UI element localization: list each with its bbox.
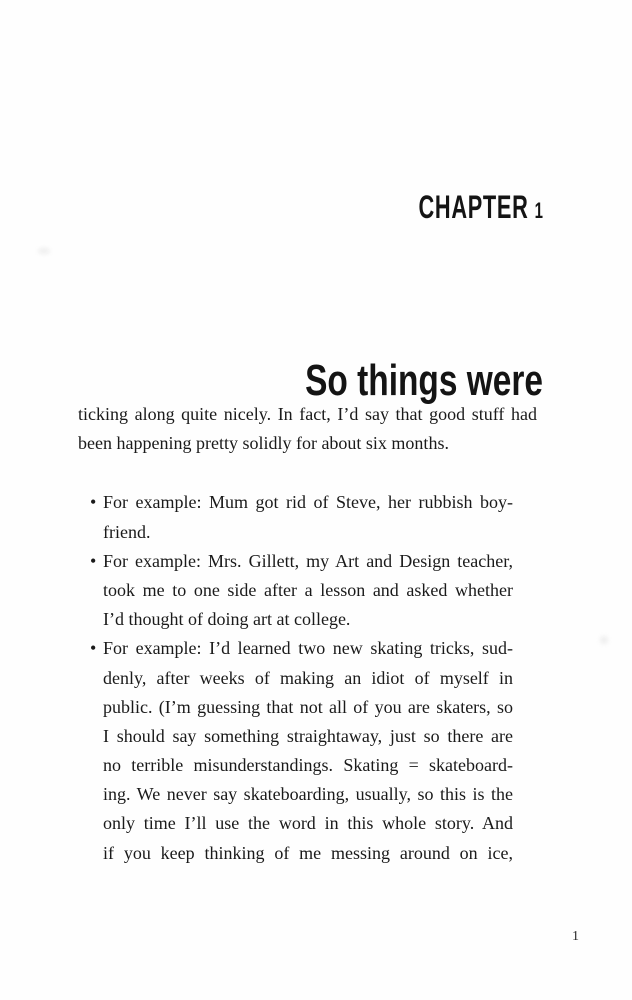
list-line [103,605,513,634]
list-line [103,722,513,751]
line-text: ticking along quite nicely. In fact, I’d say that good stuff had [78,404,537,424]
list-line [103,693,513,722]
scan-artifact [38,248,50,254]
line-text: if you keep thinking of me messing around on ice, [103,842,513,863]
list-line [103,576,513,605]
line-text: I should say something straightaway, just so there are [103,725,513,746]
chapter-number: 1 [534,198,543,223]
list-line [103,751,513,780]
scan-artifact [600,636,608,644]
line-text: ing. We never say skateboarding, usually, so this is the [103,784,513,805]
chapter-heading [419,191,543,227]
example-list [78,488,537,867]
opening-heading: So things were [305,356,543,405]
list-line [103,780,513,809]
list-line [103,839,513,868]
line-text: only time I’ll use the word in this whole story. And [103,813,513,834]
line-text: been happening pretty solidly for about six months. [78,433,449,454]
page-number: 1 [572,929,579,944]
line-text: For example: Mrs. Gillett, my Art and Design teacher, [103,550,513,571]
paragraph-line [78,400,537,429]
list-line [103,664,513,693]
line-text: took me to one side after a lesson and asked whether [103,579,513,600]
bullet-icon: • [90,550,97,571]
line-text: no terrible misunderstandings. Skating = skateboard- [103,755,513,776]
chapter-label: CHAPTER [418,189,529,225]
list-line [90,547,513,576]
paragraph [78,400,537,458]
body-text [78,400,537,868]
line-text: I’d thought of doing art at college. [103,609,351,630]
list-line [90,488,513,517]
line-text: denly, after weeks of making an idiot of myself in [103,667,513,688]
line-text: For example: I’d learned two new skating tricks, sud- [103,638,513,659]
line-text: public. (I’m guessing that not all of you are skaters, so [103,696,513,717]
bullet-icon: • [90,492,97,513]
paragraph-line [78,429,537,458]
list-line [103,809,513,838]
list-line [103,518,513,547]
bullet-icon: • [90,638,97,659]
list-line [90,634,513,663]
line-text: friend. [103,521,151,542]
line-text: For example: Mum got rid of Steve, her rubbish boy- [103,492,513,513]
